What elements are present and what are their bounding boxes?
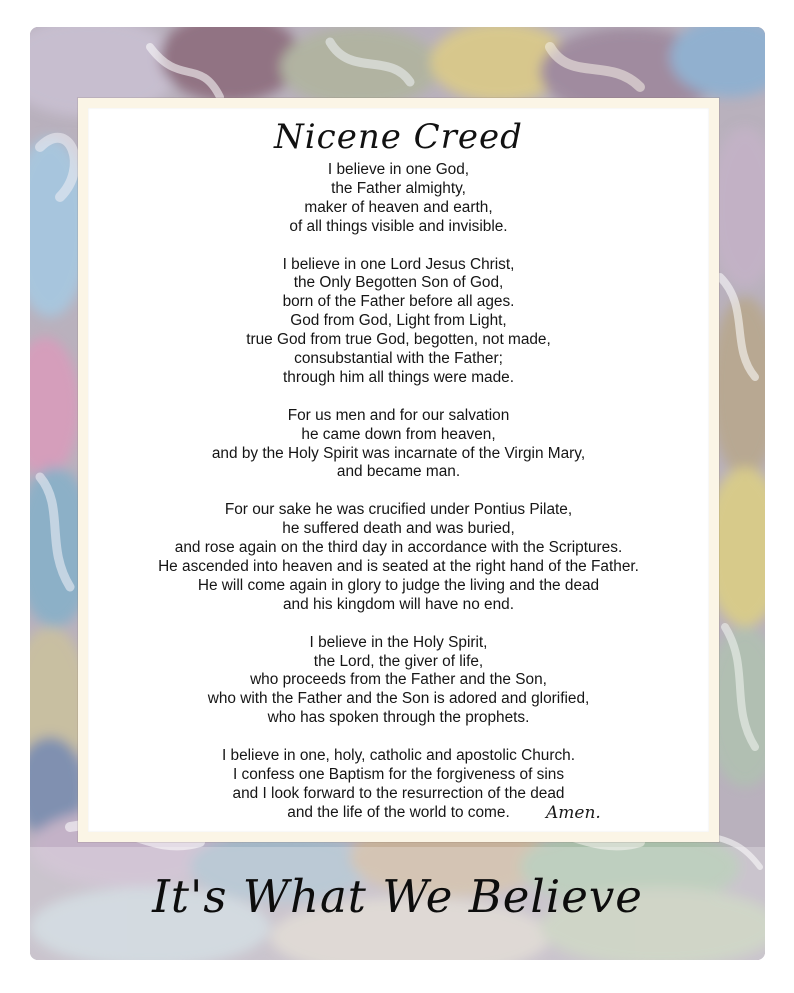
- creed-body: [88, 161, 709, 823]
- creed-line: the Lord, the giver of life,: [313, 652, 484, 670]
- creed-line: the Father almighty,: [331, 179, 466, 197]
- creed-line: I believe in one God,: [327, 161, 470, 178]
- creed-line: true God from true God, begotten, not made,: [246, 331, 551, 349]
- creed-line: born of the Father before all ages.: [282, 293, 515, 311]
- creed-line: the Only Begotten Son of God,: [293, 274, 504, 292]
- creed-line: who with the Father and the Son is adored and glorified,: [207, 690, 590, 708]
- creed-line: consubstantial with the Father;: [294, 350, 503, 368]
- creed-line: I confess one Baptism for the forgiveness of sins: [232, 765, 565, 783]
- creed-line: he suffered death and was buried,: [282, 520, 515, 538]
- creed-line: of all things visible and invisible.: [289, 217, 508, 235]
- creed-line: For us men and for our salvation: [287, 406, 510, 424]
- creed-line: who has spoken through the prophets.: [267, 709, 530, 727]
- stanza-2: [88, 256, 709, 388]
- cream-mat-border: [78, 98, 719, 842]
- creed-line: and by the Holy Spirit was incarnate of the Virgin Mary,: [211, 444, 586, 462]
- creed-line: and rose again on the third day in accordance with the Scriptures.: [174, 539, 623, 557]
- creed-line: I believe in the Holy Spirit,: [309, 633, 488, 651]
- stanza-6: [88, 747, 709, 823]
- creed-text-panel: [88, 108, 709, 832]
- stanza-1: [88, 161, 709, 237]
- page-title: Nicene Creed: [274, 117, 523, 157]
- creed-line: through him all things were made.: [283, 368, 514, 386]
- creed-line: He ascended into heaven and is seated at the right hand of the Father.: [158, 557, 639, 575]
- creed-line: He will come again in glory to judge the living and the dead: [197, 576, 600, 594]
- creed-line: and I look forward to the resurrection of the dead: [232, 784, 565, 802]
- stanza-5: [88, 634, 709, 729]
- creed-line: I believe in one, holy, catholic and apostolic Church.: [221, 747, 576, 765]
- stanza-3: [88, 407, 709, 483]
- poster: [30, 27, 765, 960]
- amen-closing: Amen.: [546, 803, 601, 823]
- creed-line: and the life of the world to come.: [287, 803, 510, 821]
- creed-line: I believe in one Lord Jesus Christ,: [282, 255, 515, 273]
- creed-line: maker of heaven and earth,: [304, 198, 493, 216]
- creed-line: For our sake he was crucified under Pontius Pilate,: [224, 501, 573, 519]
- creed-line: he came down from heaven,: [301, 425, 496, 443]
- creed-line: and his kingdom will have no end.: [282, 595, 514, 613]
- creed-line: and became man.: [336, 463, 461, 481]
- creed-line: who proceeds from the Father and the Son,: [250, 671, 547, 689]
- creed-line: God from God, Light from Light,: [290, 312, 507, 330]
- stanza-4: [88, 501, 709, 614]
- tagline: It's What We Believe: [152, 870, 643, 923]
